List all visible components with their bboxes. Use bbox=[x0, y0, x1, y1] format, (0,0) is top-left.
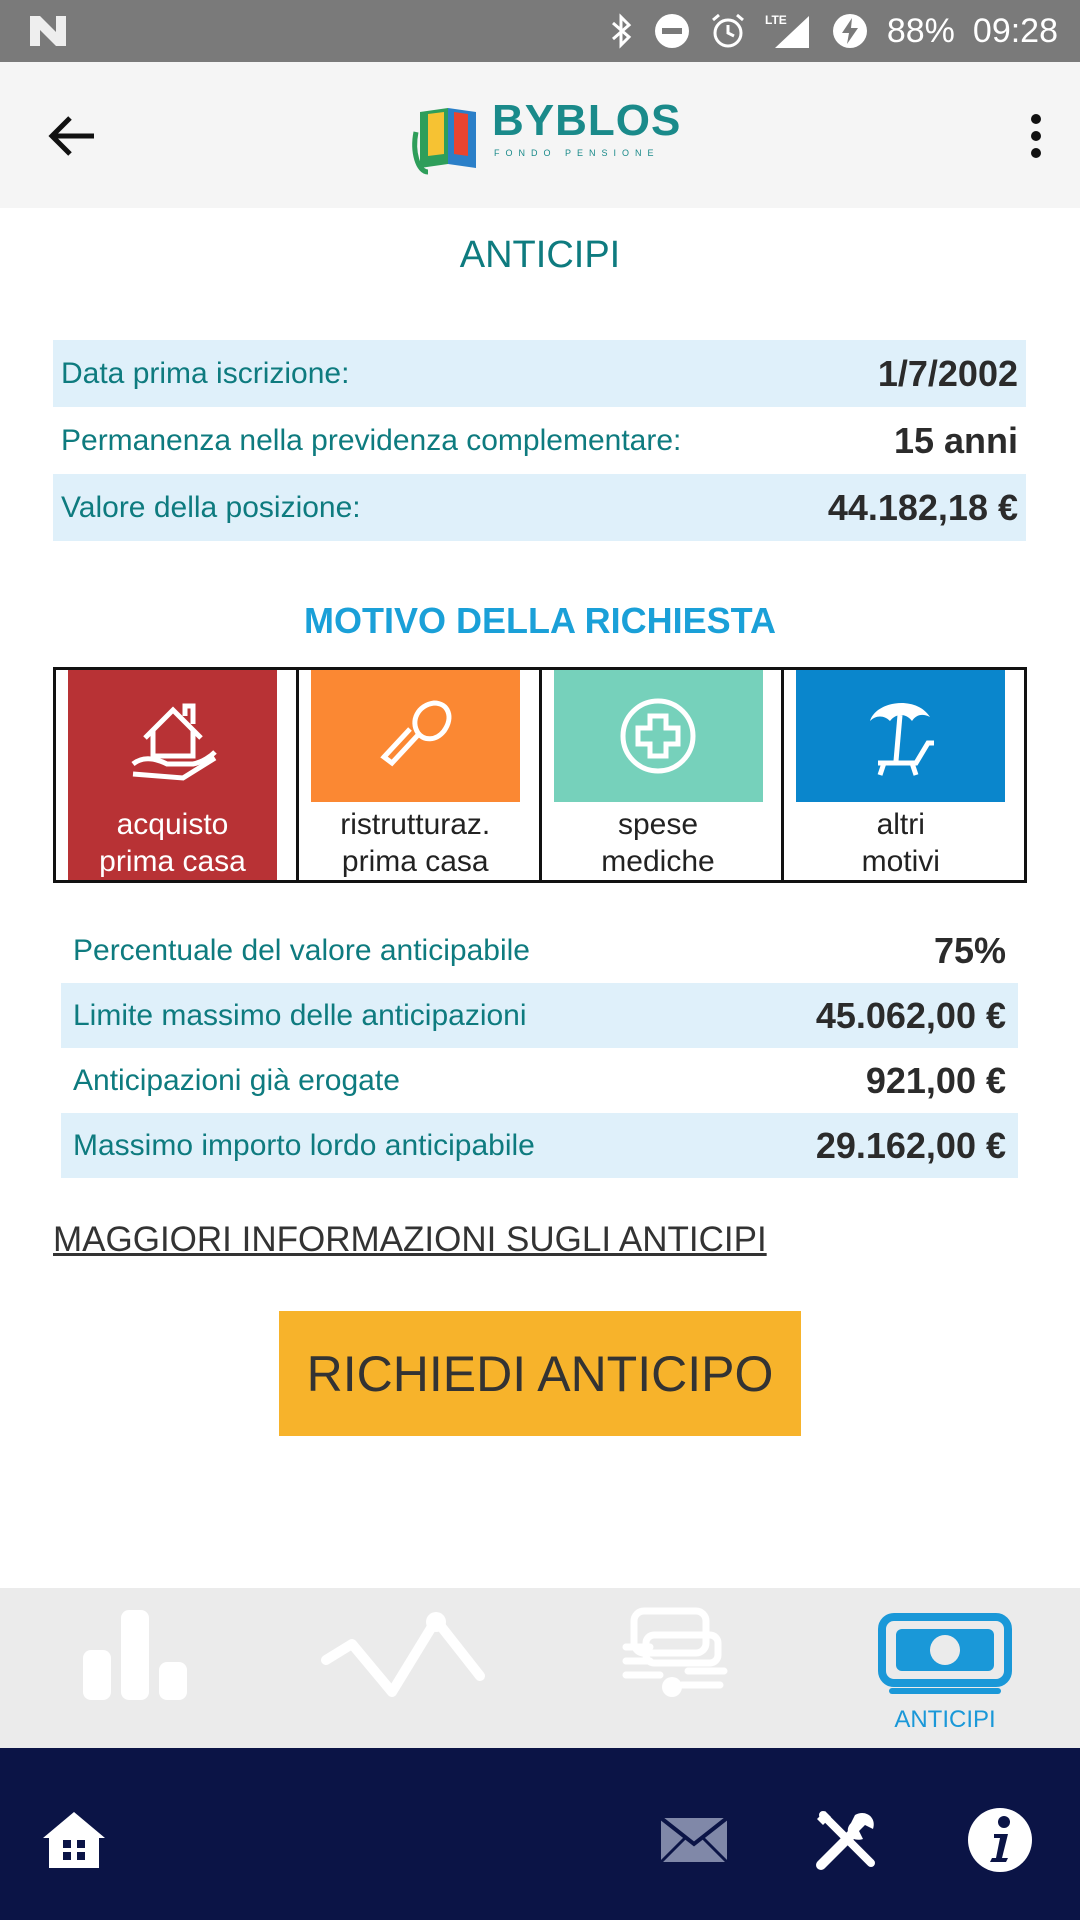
tools-button[interactable] bbox=[804, 1798, 888, 1882]
motivo-section-title: MOTIVO DELLA RICHIESTA bbox=[304, 600, 776, 641]
calc-label: Limite massimo delle anticipazioni bbox=[73, 998, 527, 1032]
info-value: 1/7/2002 bbox=[877, 352, 1018, 394]
calc-value: 921,00 € bbox=[865, 1059, 1006, 1101]
bluetooth-icon bbox=[609, 13, 635, 49]
medical-cross-icon bbox=[616, 694, 700, 778]
money-hand-icon bbox=[620, 1607, 730, 1703]
motivo-option-altri[interactable] bbox=[781, 667, 1027, 883]
logo-text: BYBLOS bbox=[492, 96, 682, 145]
status-bar bbox=[0, 0, 1080, 62]
motivo-label: acquisto prima casa bbox=[99, 808, 246, 878]
calc-value: 75% bbox=[933, 929, 1006, 971]
info-icon bbox=[966, 1806, 1034, 1874]
motivo-label: altri motivi bbox=[861, 808, 940, 878]
calc-value: 45.062,00 € bbox=[815, 994, 1006, 1036]
battery-charging-icon bbox=[831, 12, 869, 50]
info-table bbox=[53, 340, 1026, 541]
home-icon bbox=[39, 1808, 109, 1872]
tools-icon bbox=[811, 1805, 881, 1875]
trowel-icon bbox=[370, 691, 460, 781]
more-info-link[interactable]: MAGGIORI INFORMAZIONI SUGLI ANTICIPI bbox=[53, 1220, 767, 1259]
info-label: Permanenza nella previdenza complementare: bbox=[61, 423, 682, 457]
info-label: Data prima iscrizione: bbox=[61, 356, 350, 390]
alarm-icon bbox=[709, 12, 747, 50]
trend-line-icon bbox=[320, 1610, 490, 1700]
info-row bbox=[53, 407, 1026, 474]
motivo-selector bbox=[53, 667, 1027, 883]
motivo-label: spese mediche bbox=[601, 808, 715, 878]
tab-contributi[interactable] bbox=[540, 1588, 810, 1748]
info-button[interactable] bbox=[958, 1798, 1042, 1882]
info-value: 44.182,18 € bbox=[827, 486, 1018, 528]
motivo-tile bbox=[68, 670, 277, 802]
lte-signal-icon bbox=[765, 12, 813, 50]
overflow-menu-button[interactable] bbox=[1014, 106, 1058, 166]
byblos-logo bbox=[410, 92, 682, 176]
calc-row bbox=[61, 983, 1018, 1048]
back-button[interactable] bbox=[40, 106, 104, 166]
calc-value: 29.162,00 € bbox=[815, 1124, 1006, 1166]
logo-subtext: FONDO PENSIONE bbox=[494, 148, 660, 158]
do-not-disturb-icon bbox=[653, 12, 691, 50]
home-button[interactable] bbox=[32, 1798, 116, 1882]
motivo-tile bbox=[554, 670, 763, 802]
calc-label: Massimo importo lordo anticipabile bbox=[73, 1128, 535, 1162]
motivo-option-ristrutturazione[interactable] bbox=[296, 667, 539, 883]
tab-label: ANTICIPI bbox=[894, 1706, 996, 1733]
tab-rendimenti[interactable] bbox=[270, 1588, 540, 1748]
house-hand-icon bbox=[123, 686, 223, 786]
book-logo-icon bbox=[410, 92, 490, 176]
beach-umbrella-icon bbox=[856, 691, 946, 781]
motivo-label: ristrutturaz. prima casa bbox=[340, 808, 491, 878]
page-title: ANTICIPI bbox=[459, 234, 621, 276]
motivo-tile bbox=[796, 670, 1005, 802]
clock: 09:28 bbox=[972, 11, 1058, 50]
motivo-option-acquisto[interactable] bbox=[53, 667, 296, 883]
banknote-icon bbox=[878, 1613, 1012, 1697]
arrow-back-icon bbox=[48, 114, 96, 158]
motivo-option-spese-mediche[interactable] bbox=[539, 667, 782, 883]
motivo-tile bbox=[311, 670, 520, 802]
tab-anticipi[interactable] bbox=[810, 1588, 1080, 1748]
more-vert-icon bbox=[1030, 114, 1042, 158]
notification-n-icon bbox=[28, 14, 68, 53]
tab-posizione[interactable] bbox=[0, 1588, 270, 1748]
bottom-nav bbox=[0, 1748, 1080, 1920]
mail-icon bbox=[659, 1816, 729, 1864]
calc-row bbox=[61, 918, 1018, 983]
calc-label: Anticipazioni già erogate bbox=[73, 1063, 400, 1097]
info-row bbox=[53, 474, 1026, 541]
info-row bbox=[53, 340, 1026, 407]
app-bar bbox=[0, 62, 1080, 208]
calc-row bbox=[61, 1113, 1018, 1178]
calc-table bbox=[61, 918, 1018, 1178]
tab-bar bbox=[0, 1588, 1080, 1748]
calc-label: Percentuale del valore anticipabile bbox=[73, 933, 530, 967]
calc-row bbox=[61, 1048, 1018, 1113]
info-value: 15 anni bbox=[893, 419, 1018, 461]
request-advance-button[interactable]: RICHIEDI ANTICIPO bbox=[279, 1311, 801, 1436]
battery-percent: 88% bbox=[886, 11, 955, 50]
bar-chart-icon bbox=[83, 1610, 187, 1700]
messages-button[interactable] bbox=[652, 1798, 736, 1882]
svg-text:LTE: LTE bbox=[764, 13, 787, 27]
info-label: Valore della posizione: bbox=[61, 490, 361, 524]
